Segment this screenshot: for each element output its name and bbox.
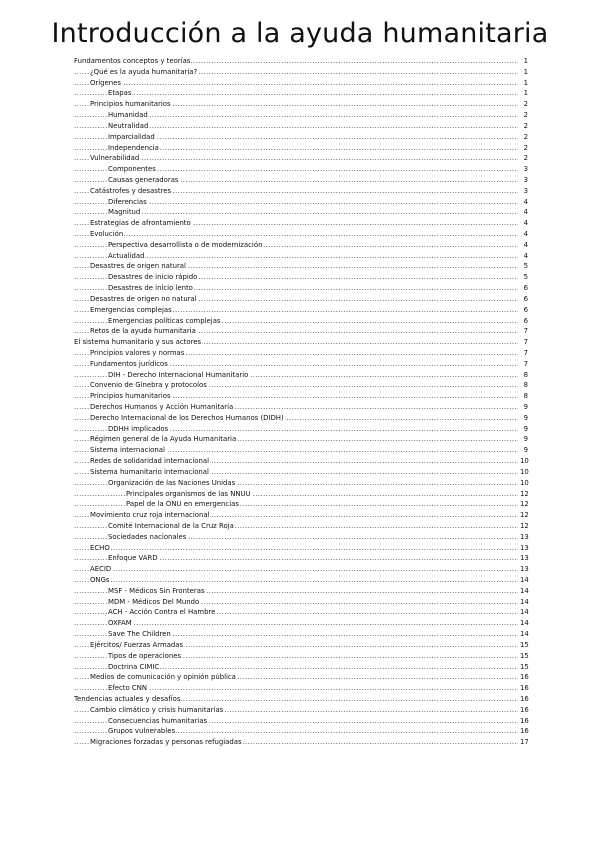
toc-entry[interactable]: [0, 705, 600, 716]
toc-entry-page-number[interactable]: 14: [520, 630, 529, 639]
toc-entry-page-number[interactable]: 6: [518, 305, 528, 316]
toc-entry[interactable]: [0, 294, 600, 305]
toc-entry-label[interactable]: Magnitud: [108, 208, 141, 217]
toc-entry-page-number[interactable]: 17: [520, 738, 529, 747]
toc-entry-page-number[interactable]: 12: [520, 500, 529, 509]
toc-entry-label[interactable]: Enfoque VARD: [108, 554, 158, 563]
toc-entry-page-number[interactable]: 8: [518, 380, 528, 391]
toc-entry-page-number[interactable]: 16: [520, 705, 529, 714]
toc-entry-label[interactable]: Emergencias políticas complejas: [108, 316, 221, 325]
toc-entry[interactable]: [0, 261, 600, 272]
toc-entry-page-number[interactable]: 7: [518, 337, 528, 348]
toc-entry-page-number[interactable]: 12: [520, 489, 529, 498]
toc-entry-label[interactable]: Sociedades nacionales: [108, 532, 187, 541]
toc-entry-label[interactable]: Independencia: [108, 143, 159, 152]
toc-entry-label[interactable]: Emergencias complejas: [90, 305, 172, 314]
toc-entry[interactable]: [0, 348, 600, 359]
toc-entry[interactable]: [0, 99, 600, 110]
toc-entry-page-number[interactable]: 2: [518, 153, 528, 164]
toc-entry-label[interactable]: Desastres de inicio rápido: [108, 273, 198, 282]
toc-entry-page-number[interactable]: 12: [520, 521, 529, 530]
toc-entry-label[interactable]: MDM - Médicos Del Mundo: [108, 597, 200, 606]
toc-entry-label[interactable]: Orígenes: [90, 78, 121, 87]
toc-entry-page-number[interactable]: 14: [520, 576, 529, 584]
toc-entry-page-number[interactable]: 5: [518, 272, 528, 283]
toc-entry-label[interactable]: Actualidad: [108, 251, 145, 260]
toc-entry-page-number[interactable]: 16: [520, 673, 529, 682]
toc-leader-dots: [74, 575, 529, 586]
toc-entry-label[interactable]: Fundamentos conceptos y teorías: [74, 57, 191, 65]
toc-entry-page-number[interactable]: 9: [518, 424, 528, 435]
toc-entry-page-number[interactable]: 9: [518, 434, 528, 445]
toc-entry-page-number[interactable]: 7: [518, 326, 528, 337]
toc-entry[interactable]: [0, 564, 600, 575]
toc-entry-label[interactable]: Desastres de inicio lento: [108, 284, 193, 293]
toc-entry[interactable]: [0, 391, 600, 402]
toc-leader-dots: [74, 88, 526, 99]
toc-entry-page-number[interactable]: 2: [518, 99, 528, 110]
toc-entry-label[interactable]: Neutralidad: [108, 121, 149, 130]
toc-entry-page-number[interactable]: 16: [520, 727, 529, 736]
toc-entry[interactable]: [0, 413, 600, 424]
toc-entry[interactable]: [0, 283, 600, 294]
toc-entry-page-number[interactable]: 7: [518, 348, 528, 359]
toc-entry-label[interactable]: Catástrofes y desastres: [90, 186, 172, 195]
toc-entry[interactable]: [0, 197, 600, 208]
toc-entry-label[interactable]: Principios humanitarios: [90, 392, 171, 401]
toc-entry-page-number[interactable]: 4: [518, 218, 528, 229]
toc-entry[interactable]: [0, 121, 600, 132]
toc-entry[interactable]: [0, 662, 600, 673]
toc-entry-page-number[interactable]: 14: [520, 608, 529, 617]
toc-entry-label[interactable]: El sistema humanitario y sus actores: [74, 338, 202, 347]
toc-entry[interactable]: [0, 575, 600, 586]
toc-entry[interactable]: [0, 499, 600, 510]
toc-entry[interactable]: [0, 164, 600, 175]
toc-entry-page-number[interactable]: 10: [520, 478, 529, 487]
toc-entry-label[interactable]: DDHH implicados: [108, 424, 169, 433]
toc-entry-page-number[interactable]: 16: [520, 684, 529, 693]
toc-entry-page-number[interactable]: 4: [518, 251, 528, 262]
toc-entry-label[interactable]: Fundamentos jurídicos: [90, 359, 168, 368]
toc-entry-page-number[interactable]: 13: [520, 565, 529, 574]
toc-entry-label[interactable]: Grupos vulnerables: [108, 727, 176, 736]
toc-entry-label[interactable]: Perspectiva desarrollista o de modernización: [108, 240, 263, 249]
toc-entry-page-number[interactable]: 10: [520, 467, 529, 476]
toc-entry-page-number[interactable]: 9: [518, 445, 528, 456]
toc-entry-label[interactable]: Comité Internacional de la Cruz Roja: [108, 521, 234, 530]
toc-entry[interactable]: [0, 456, 600, 467]
toc-entry-page-number[interactable]: 3: [518, 175, 528, 186]
toc-entry-label[interactable]: Sistema humanitario internacional: [90, 467, 209, 476]
toc-entry-page-number[interactable]: 2: [518, 110, 528, 121]
toc-entry-label[interactable]: Evolución: [90, 230, 124, 238]
toc-leader-dots: [74, 564, 529, 575]
toc-entry[interactable]: [0, 445, 600, 456]
toc-entry-page-number[interactable]: 4: [518, 197, 528, 208]
toc-entry-label[interactable]: Derechos Humanos y Acción Humanitaria: [90, 403, 234, 411]
toc-entry[interactable]: [0, 640, 600, 651]
toc-leader-dots: [74, 229, 526, 240]
toc-entry-label[interactable]: Consecuencias humanitarias: [108, 716, 208, 725]
toc-entry-page-number[interactable]: 16: [520, 694, 529, 703]
toc-entry-label[interactable]: ¿Qué es la ayuda humanitaria?: [90, 67, 198, 76]
toc-entry[interactable]: [0, 683, 600, 694]
toc-entry-label[interactable]: Estrategias de afrontamiento: [90, 219, 191, 228]
toc-entry[interactable]: [0, 110, 600, 121]
toc-entry-label[interactable]: Redes de solidaridad internacional: [90, 457, 210, 466]
toc-entry[interactable]: [0, 153, 600, 164]
toc-entry[interactable]: [0, 726, 600, 737]
toc-entry-page-number[interactable]: 14: [520, 586, 529, 595]
toc-entry[interactable]: [0, 229, 600, 240]
toc-entry[interactable]: [0, 607, 600, 618]
toc-entry-page-number[interactable]: 14: [520, 597, 529, 606]
toc-entry-page-number[interactable]: 12: [520, 511, 529, 520]
toc-entry[interactable]: [0, 586, 600, 597]
toc-entry-page-number[interactable]: 4: [518, 240, 528, 251]
toc-entry[interactable]: [0, 672, 600, 683]
toc-entry-label[interactable]: Componentes: [108, 165, 156, 174]
toc-entry-page-number[interactable]: 8: [518, 370, 528, 381]
toc-entry-label[interactable]: Desastres de origen no natural: [90, 294, 197, 303]
toc-entry-page-number[interactable]: 8: [518, 391, 528, 402]
toc-entry[interactable]: [0, 543, 600, 554]
toc-entry-page-number[interactable]: 10: [520, 457, 529, 466]
toc-entry[interactable]: [0, 143, 600, 154]
toc-entry-label[interactable]: ACH - Acción Contra el Hambre: [108, 608, 216, 617]
toc-entry[interactable]: [0, 597, 600, 608]
toc-entry-label[interactable]: ONGs: [90, 576, 110, 584]
table-of-contents: [0, 56, 600, 748]
toc-entry[interactable]: [0, 532, 600, 543]
toc-entry-label[interactable]: Tipos de operaciones: [108, 651, 182, 660]
toc-entry-label[interactable]: Régimen general de la Ayuda Humanitaria: [90, 435, 237, 444]
toc-entry[interactable]: [0, 207, 600, 218]
toc-entry-page-number[interactable]: 13: [520, 532, 529, 541]
toc-entry[interactable]: [0, 434, 600, 445]
toc-entry[interactable]: [0, 478, 600, 489]
toc-entry[interactable]: [0, 186, 600, 197]
toc-entry-page-number[interactable]: 6: [518, 283, 528, 294]
toc-entry-label[interactable]: Imparcialidad: [108, 132, 155, 141]
toc-entry[interactable]: [0, 380, 600, 391]
toc-entry-page-number[interactable]: 2: [518, 121, 528, 132]
toc-entry-page-number[interactable]: 9: [518, 402, 528, 413]
toc-entry-label[interactable]: Efecto CNN: [108, 684, 148, 693]
toc-entry-page-number[interactable]: 15: [520, 640, 529, 649]
toc-leader-dots: [74, 618, 529, 629]
toc-entry-label[interactable]: Medios de comunicación y opinión pública: [90, 673, 236, 682]
toc-entry-label[interactable]: Principales organismos de las NNUU: [126, 489, 251, 498]
toc-entry[interactable]: [0, 489, 600, 500]
toc-entry-label[interactable]: Principios valores y normas: [90, 348, 185, 357]
toc-entry-page-number[interactable]: 9: [518, 413, 528, 424]
toc-entry[interactable]: [0, 694, 600, 705]
toc-entry-label[interactable]: Ejércitos/ Fuerzas Armadas: [90, 640, 184, 649]
toc-entry[interactable]: [0, 132, 600, 143]
toc-entry-label[interactable]: Desastres de origen natural: [90, 262, 186, 271]
toc-entry[interactable]: [0, 553, 600, 564]
toc-entry-page-number[interactable]: 7: [518, 359, 528, 370]
toc-entry[interactable]: [0, 370, 600, 381]
toc-entry[interactable]: [0, 629, 600, 640]
toc-entry-page-number[interactable]: 13: [520, 554, 529, 563]
toc-entry-page-number[interactable]: 13: [520, 543, 529, 552]
toc-entry-label[interactable]: Diferencias: [108, 197, 147, 206]
toc-entry-label[interactable]: Papel de la ONU en emergencias: [126, 500, 239, 509]
toc-entry[interactable]: [0, 337, 600, 348]
toc-entry-label[interactable]: Sistema internacional: [90, 446, 165, 455]
toc-entry[interactable]: [0, 510, 600, 521]
toc-entry[interactable]: [0, 316, 600, 327]
toc-entry-label[interactable]: Cambio climático y crisis humanitarias: [90, 705, 224, 714]
toc-entry-label[interactable]: Etapas: [108, 89, 132, 98]
toc-entry[interactable]: [0, 78, 600, 89]
toc-leader-dots: [74, 207, 526, 218]
toc-entry-label[interactable]: Derecho Internacional de los Derechos Humanos (DIDH): [90, 413, 284, 422]
toc-entry[interactable]: [0, 175, 600, 186]
toc-entry[interactable]: [0, 402, 600, 413]
toc-entry-page-number[interactable]: 6: [518, 294, 528, 305]
toc-entry[interactable]: [0, 251, 600, 262]
toc-entry-label[interactable]: OXFAM: [108, 619, 132, 628]
toc-entry[interactable]: [0, 618, 600, 629]
toc-entry[interactable]: [0, 467, 600, 478]
toc-entry-label[interactable]: Humanidad: [108, 111, 148, 120]
toc-entry-label[interactable]: MSF - Médicos Sin Fronteras: [108, 586, 205, 595]
toc-entry-label[interactable]: Principios humanitarios: [90, 100, 171, 109]
toc-entry-page-number[interactable]: 5: [518, 261, 528, 272]
toc-entry-label[interactable]: Movimiento cruz roja internacional: [90, 511, 210, 520]
toc-leader-dots: [74, 543, 529, 554]
toc-entry-label[interactable]: Organización de las Naciones Unidas: [108, 478, 236, 487]
toc-entry[interactable]: [0, 240, 600, 251]
toc-entry-label[interactable]: Causas generadoras: [108, 175, 179, 184]
toc-entry-label[interactable]: DIH - Derecho Internacional Humanitario: [108, 370, 249, 379]
toc-entry-label[interactable]: AECID: [90, 565, 112, 574]
toc-entry-label[interactable]: Vulnerabilidad: [90, 154, 140, 163]
toc-entry-page-number[interactable]: 1: [518, 67, 528, 78]
toc-entry[interactable]: [0, 737, 600, 748]
toc-entry[interactable]: [0, 521, 600, 532]
toc-entry-label[interactable]: Tendencias actuales y desafíos: [74, 694, 181, 703]
toc-entry-page-number[interactable]: 4: [518, 229, 528, 240]
toc-entry-page-number[interactable]: 1: [518, 78, 528, 89]
toc-entry[interactable]: [0, 716, 600, 727]
toc-entry-page-number[interactable]: 15: [520, 662, 529, 671]
toc-entry-page-number[interactable]: 16: [520, 716, 529, 725]
toc-entry[interactable]: [0, 326, 600, 337]
toc-entry-page-number[interactable]: 2: [518, 132, 528, 143]
toc-entry[interactable]: [0, 651, 600, 662]
toc-leader-dots: [74, 78, 526, 89]
toc-entry-page-number[interactable]: 1: [518, 56, 528, 67]
document-title: Introducción a la ayuda humanitaria: [51, 18, 549, 49]
toc-entry-label[interactable]: Migraciones forzadas y personas refugiadas: [90, 738, 242, 747]
toc-entry-page-number[interactable]: 4: [518, 207, 528, 218]
toc-entry-page-number[interactable]: 3: [518, 186, 528, 197]
toc-entry-page-number[interactable]: 15: [520, 651, 529, 660]
toc-entry-label[interactable]: Doctrina CIMIC: [108, 662, 160, 671]
toc-entry[interactable]: [0, 67, 600, 78]
toc-entry[interactable]: [0, 359, 600, 370]
toc-entry-page-number[interactable]: 1: [518, 88, 528, 99]
toc-entry-page-number[interactable]: 14: [520, 619, 529, 628]
toc-entry-page-number[interactable]: 6: [518, 316, 528, 327]
toc-entry-label[interactable]: Convenio de Ginebra y protocolos: [90, 381, 207, 390]
toc-leader-dots: [74, 153, 526, 164]
toc-entry-label[interactable]: ECHO: [90, 543, 110, 552]
toc-entry-label[interactable]: Retos de la ayuda humanitaria: [90, 327, 196, 336]
toc-entry-page-number[interactable]: 2: [518, 143, 528, 154]
toc-entry-page-number[interactable]: 3: [518, 164, 528, 175]
toc-entry[interactable]: [0, 88, 600, 99]
toc-entry[interactable]: [0, 218, 600, 229]
toc-entry[interactable]: [0, 305, 600, 316]
toc-entry-label[interactable]: Save The Children: [108, 630, 171, 639]
toc-entry[interactable]: [0, 424, 600, 435]
toc-entry[interactable]: [0, 56, 600, 67]
toc-entry[interactable]: [0, 272, 600, 283]
